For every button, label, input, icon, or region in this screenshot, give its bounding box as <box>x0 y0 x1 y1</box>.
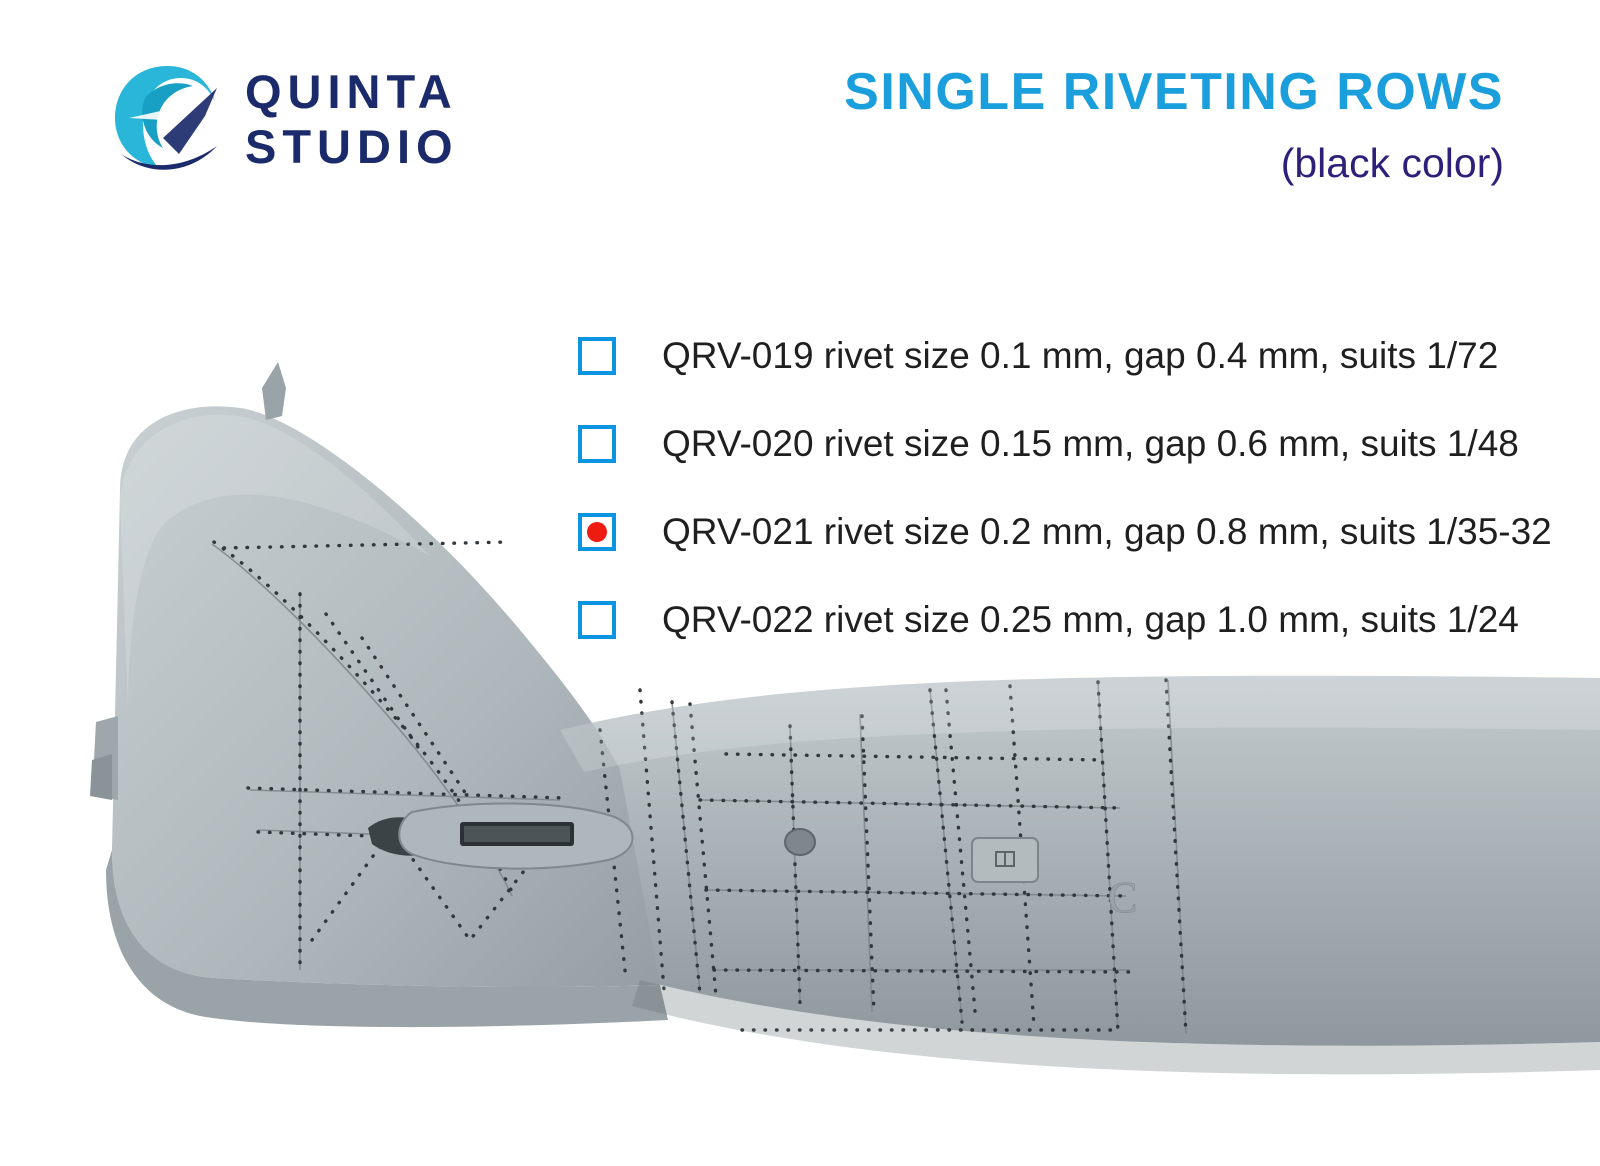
quinta-q-swoosh-logo-icon <box>105 58 227 180</box>
option-label-qrv-021: QRV-021 rivet size 0.2 mm, gap 0.8 mm, suits 1/35-32 <box>662 511 1552 552</box>
brand-subname: STUDIO <box>245 120 459 173</box>
title-block <box>844 62 1504 187</box>
header <box>0 0 1600 230</box>
option-label-qrv-020: QRV-020 rivet size 0.15 mm, gap 0.6 mm, suits 1/48 <box>662 423 1519 464</box>
page-title: SINGLE RIVETING ROWS <box>844 63 1504 121</box>
page-subtitle: (black color) <box>1280 140 1504 186</box>
model-aircraft-tail-section-photo <box>0 330 1600 1166</box>
option-label-qrv-022: QRV-022 rivet size 0.25 mm, gap 1.0 mm, suits 1/24 <box>662 599 1519 640</box>
svg-text:C: C <box>1108 873 1138 922</box>
option-label-qrv-019: QRV-019 rivet size 0.1 mm, gap 0.4 mm, suits 1/72 <box>662 335 1499 376</box>
brand-block <box>105 58 459 180</box>
brand-name: QUINTA <box>245 65 458 118</box>
